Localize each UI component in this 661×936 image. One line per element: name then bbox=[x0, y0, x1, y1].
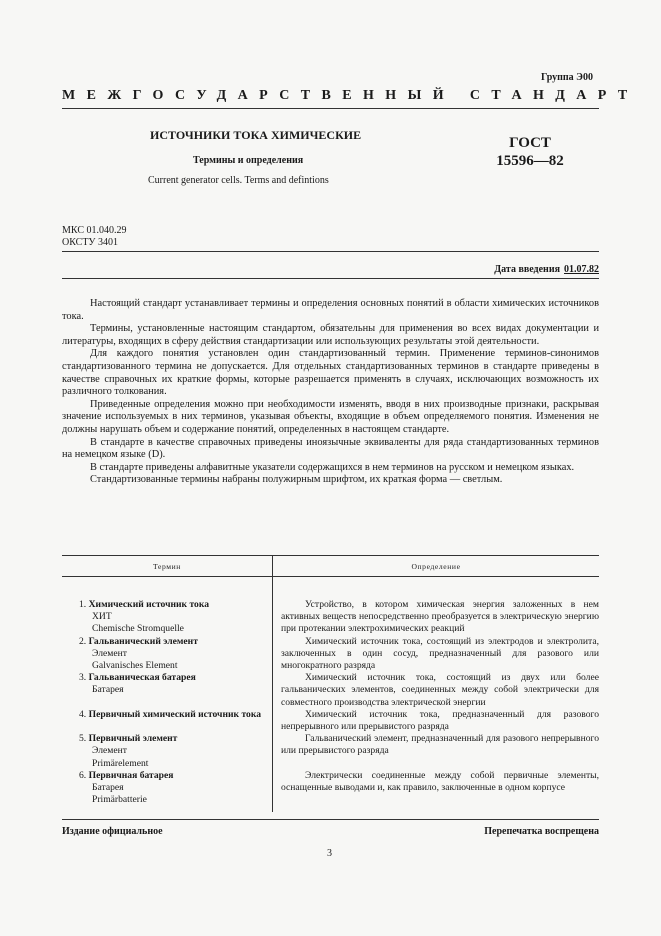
term-german: Primärbatterie bbox=[92, 794, 147, 806]
table-header-row bbox=[62, 556, 599, 577]
gost-label: ГОСТ bbox=[509, 135, 551, 151]
standard-banner: МЕЖГОСУДАРСТВЕННЫЙ СТАНДАРТ bbox=[62, 88, 639, 103]
gost-id bbox=[486, 134, 574, 170]
term-entry bbox=[62, 770, 272, 812]
term-name: Гальванический элемент bbox=[88, 635, 198, 647]
term-name: Первичная батарея bbox=[88, 769, 174, 781]
column-header-definition: Определение bbox=[273, 556, 600, 577]
date-rule bbox=[62, 278, 599, 279]
terms-table bbox=[62, 555, 599, 812]
footer-rule bbox=[62, 819, 599, 820]
term-definition: Гальванический элемент, предназначенный для разового непрерывного или прерывистого разряда bbox=[281, 733, 599, 757]
page-number: 3 bbox=[327, 848, 332, 859]
paragraph: Термины, установленные настоящим стандартом, обязательны для применения во всех видах документации и литературы, входящих в сферу действия стандартизации или использующих результаты этой деятельности. bbox=[62, 323, 599, 347]
header-rule bbox=[62, 251, 599, 252]
definition-column bbox=[273, 577, 600, 812]
term-entry bbox=[62, 672, 272, 709]
term-entry bbox=[62, 733, 272, 770]
term-entry bbox=[62, 636, 272, 673]
table-row bbox=[62, 577, 599, 812]
term-entry bbox=[62, 709, 272, 733]
term-short-form: Батарея bbox=[92, 684, 124, 696]
term-number: 1. bbox=[79, 599, 87, 610]
paragraph: В стандарте в качестве справочных приведены иноязычные эквиваленты для ряда стандартизованных терминов на немецком языке (D). bbox=[62, 436, 599, 461]
term-german: Galvanisches Element bbox=[92, 660, 178, 671]
term-definition: Химический источник тока, состоящий из электродов и электролита, заключенных в один сосуд, предназначенный для разового или многократного разряда bbox=[281, 635, 599, 671]
paragraph: Стандартизованные термины набраны полужирным шрифтом, их краткая форма — светлым. bbox=[90, 474, 503, 486]
term-short-form: ХИТ bbox=[92, 611, 112, 623]
paragraph: Настоящий стандарт устанавливает термины и определения основных понятий в области химических источников тока. bbox=[62, 298, 599, 322]
document-title: ИСТОЧНИКИ ТОКА ХИМИЧЕСКИЕ bbox=[150, 128, 362, 142]
column-header-term: Термин bbox=[62, 556, 273, 577]
term-column bbox=[62, 577, 273, 812]
term-name: Первичный химический источник тока bbox=[88, 708, 262, 720]
term-name: Химический источник тока bbox=[88, 599, 210, 610]
term-german: Chemische Stromquelle bbox=[92, 623, 184, 635]
banner-rule bbox=[62, 108, 599, 109]
term-short-form: Элемент bbox=[92, 647, 127, 659]
term-definition: Химический источник тока, состоящий из двух или более гальванических элементов, соединенных между собой электрически для совместного производства электрической энергии bbox=[281, 672, 599, 708]
edition-note: Издание официальное bbox=[62, 826, 163, 837]
intro-text bbox=[62, 298, 599, 487]
paragraph: Для каждого понятия установлен один стандартизованный термин. Применение терминов-синонимов стандартизованного термина не допускается. Для отдельных стандартизованных терминов в стандарте приведены в качестве справочных их краткие формы, которые разрешается применять в случаях, исключающих возможность их различного толкования. bbox=[62, 348, 599, 398]
term-number: 2. bbox=[79, 635, 87, 647]
term-definition: Химический источник тока, предназначенный для разового непрерывного или прерывистого разряда bbox=[281, 708, 599, 732]
okstu-code: ОКСТУ 3401 bbox=[62, 237, 119, 248]
term-definition: Устройство, в котором химическая энергия заложенных в нем активных веществ непосредственно преобразуется в электрическую энергию при протекании электрохимических реакций bbox=[281, 599, 599, 635]
paragraph: Приведенные определения можно при необходимости изменять, вводя в них производные признаки, раскрывая значение используемых в них терминов, указывая объекты, входящие в объем определяемого понятия. Изменения не должны нарушать объем и содержание понятий, определенных в настоящем стандарте. bbox=[62, 398, 599, 435]
paragraph: В стандарте приведены алфавитные указатели содержащихся в нем терминов на русском и немецком языках. bbox=[90, 461, 575, 473]
term-number: 6. bbox=[79, 769, 87, 781]
mks-code: МКС 01.040.29 bbox=[62, 225, 127, 236]
term-name: Гальваническая батарея bbox=[88, 672, 196, 684]
term-definition: Электрически соединенные между собой первичные элементы, оснащенные выводами и, как правило, заключенные в одном корпусе bbox=[281, 769, 599, 793]
date-label: Дата введения bbox=[494, 264, 560, 275]
term-german: Primärelement bbox=[92, 757, 149, 769]
english-title: Current generator cells. Terms and defintions bbox=[148, 175, 329, 186]
classification-codes bbox=[62, 225, 126, 249]
introduction-date bbox=[494, 264, 599, 275]
term-number: 4. bbox=[79, 708, 87, 720]
term-short-form: Батарея bbox=[92, 781, 124, 793]
term-name: Первичный элемент bbox=[88, 733, 178, 745]
gost-number: 15596—82 bbox=[496, 153, 564, 169]
reprint-note: Перепечатка воспрещена bbox=[484, 826, 599, 837]
term-number: 5. bbox=[79, 733, 87, 745]
document-subtitle: Термины и определения bbox=[193, 155, 304, 166]
term-number: 3. bbox=[79, 672, 87, 684]
term-entry bbox=[62, 599, 272, 636]
group-code: Группа Э00 bbox=[541, 72, 593, 83]
date-value: 01.07.82 bbox=[564, 264, 599, 275]
term-short-form: Элемент bbox=[92, 745, 127, 757]
